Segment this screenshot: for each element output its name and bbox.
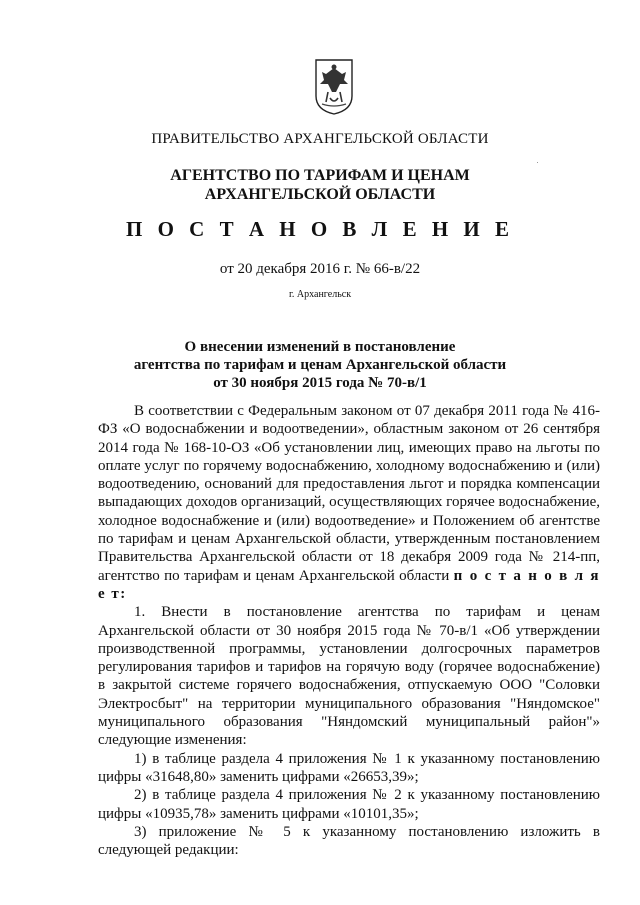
document-type-title: П О С Т А Н О В Л Е Н И Е xyxy=(125,217,514,241)
preamble-paragraph xyxy=(98,402,600,603)
document-body xyxy=(98,402,600,859)
government-name: ПРАВИТЕЛЬСТВО АРХАНГЕЛЬСКОЙ ОБЛАСТИ xyxy=(151,131,489,147)
sub-item-2-paragraph: 2) в таблице раздела 4 приложения № 2 к указанному постановлению цифры «10935,78» заменить цифрами «10101,35»; xyxy=(98,787,600,822)
document-subject xyxy=(0,338,640,392)
agency-name-line1: АГЕНТСТВО ПО ТАРИФАМ И ЦЕНАМ xyxy=(170,167,470,184)
speck xyxy=(537,162,538,163)
subject-line3: от 30 ноября 2015 года № 70-в/1 xyxy=(213,375,427,391)
city-name: г. Архангельск xyxy=(288,289,352,300)
agency-name-line2: АРХАНГЕЛЬСКОЙ ОБЛАСТИ xyxy=(204,186,436,203)
sub-item-1-paragraph: 1) в таблице раздела 4 приложения № 1 к указанному постановлению цифры «31648,80» заменить цифрами «26653,39»; xyxy=(98,750,600,785)
coat-of-arms-emblem xyxy=(314,58,354,116)
item-1-paragraph: 1. Внести в постановление агентства по тарифам и ценам Архангельской области от 30 ноября 2015 года № 70-в/1 «Об утверждении производственной программы, установлении долгосрочных параметров регулирования тарифов и тарифов на горячую воду (горячее водоснабжение) в закрытой системе горячего водоснабжения, отпускаемую ООО "Соловки Электросбыт" на территории муниципального образования "Няндомское" муниципального образования "Няндомский муниципальный район"» следующие изменения: xyxy=(98,604,600,749)
decree-word: п о с т а н о в л я е т: xyxy=(98,567,600,602)
agency-name xyxy=(0,166,640,204)
sub-item-3-paragraph: 3) приложение № 5 к указанному постановлению изложить в следующей редакции: xyxy=(98,823,600,859)
subject-line2: агентства по тарифам и ценам Архангельской области xyxy=(133,357,507,373)
preamble-text: В соответствии с Федеральным законом от 07 декабря 2011 года № 416-ФЗ «О водоснабжении и водоотведении», областным законом от 26 сентября 2014 года № 168-10-ОЗ «Об установлении лиц, имеющих право на льготы по оплате услуг по горячему водоснабжению, холодному водоснабжению и (или) водоотведению, оснований для предоставления льгот и порядка компенсации выпадающих доходов организаций, осуществляющих горячее водоснабжение, холодное водоснабжение и (или) водоотведение» и Положением об агентстве по тарифам и ценам Архангельской области, утвержденным постановлением Правительства Архангельской области от 18 декабря 2009 года № 214-пп, агентство по тарифам и ценам Архангельской области xyxy=(98,403,600,584)
subject-line1: О внесении изменений в постановление xyxy=(184,339,456,355)
date-number: от 20 декабря 2016 г. № 66-в/22 xyxy=(219,261,421,277)
